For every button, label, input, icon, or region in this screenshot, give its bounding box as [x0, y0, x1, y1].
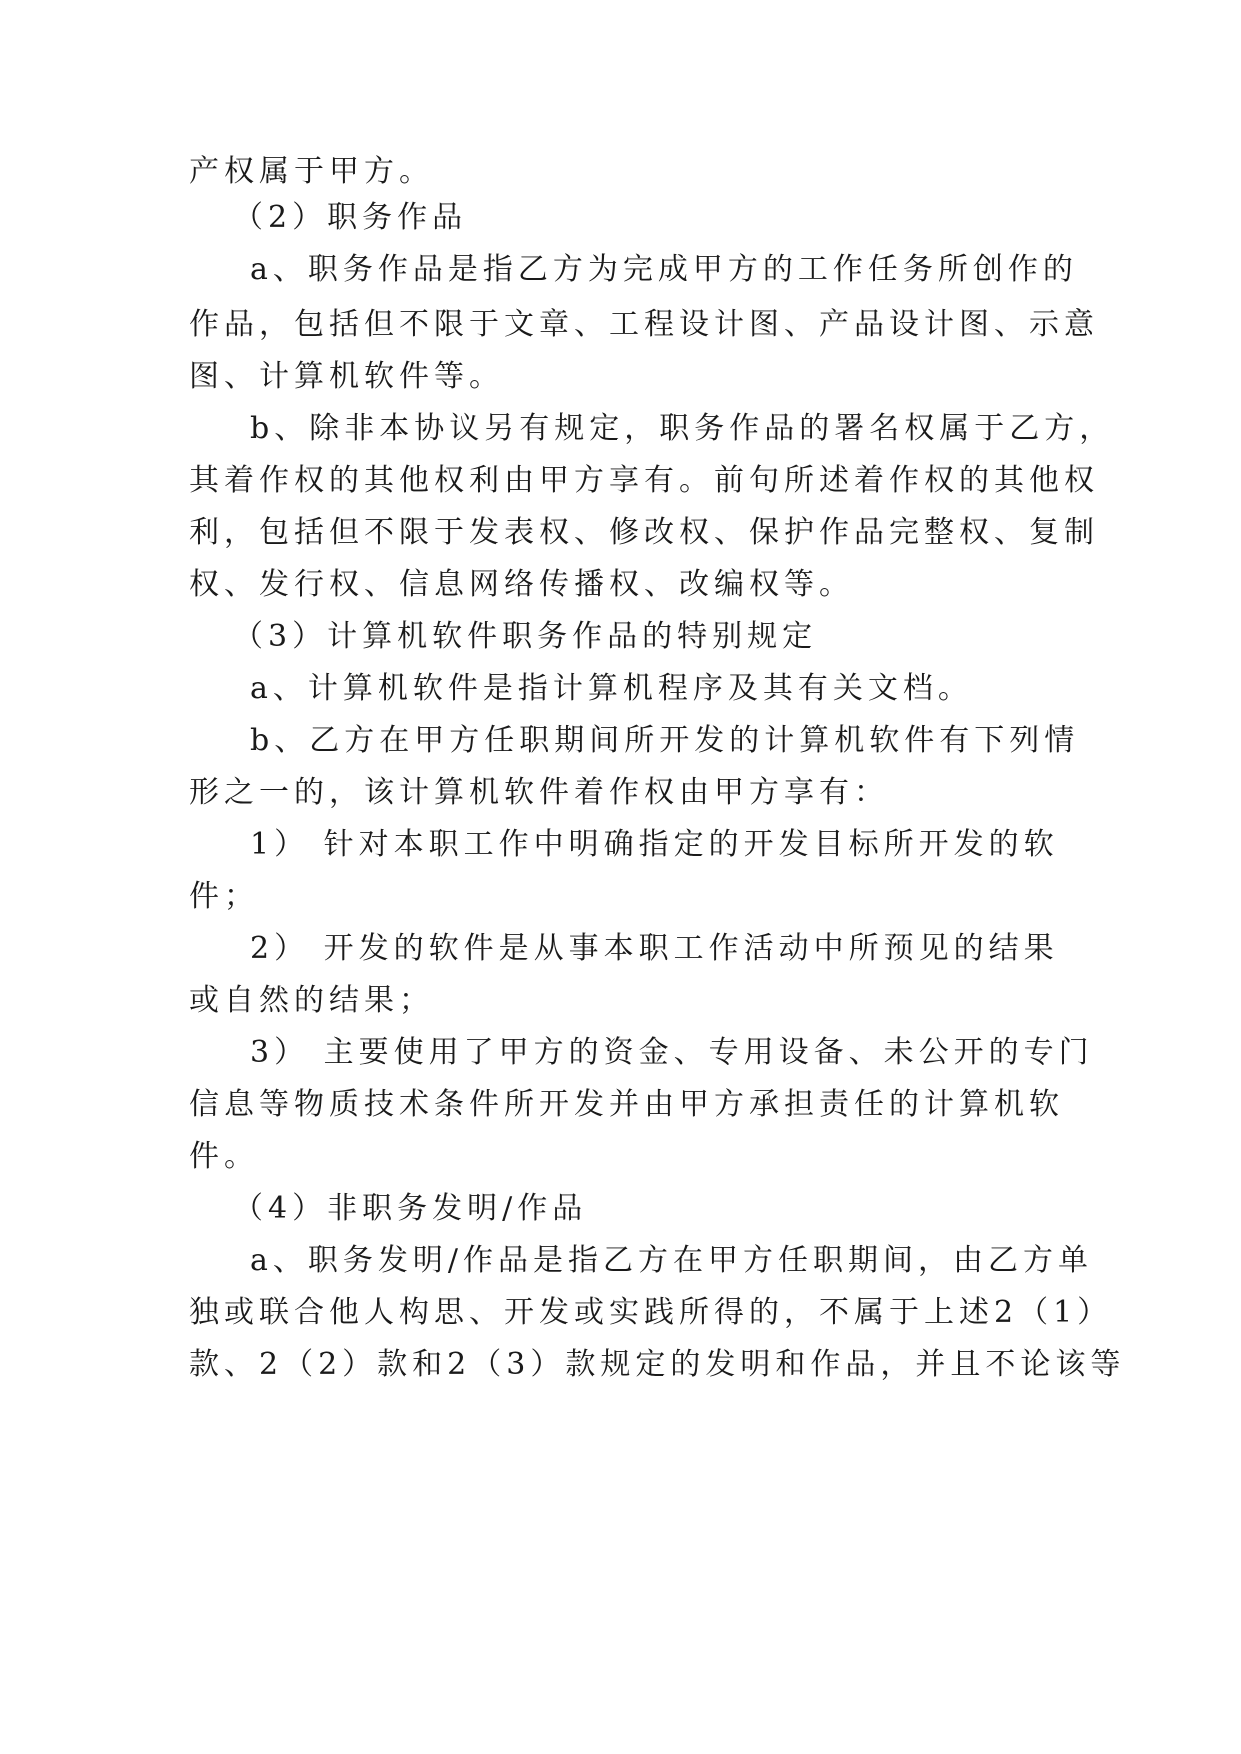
- text-line: 款、2（2）款和2（3）款规定的发明和作品，并且不论该等: [189, 1347, 1126, 1382]
- list-item: 3） 主要使用了甲方的资金、专用设备、未公开的专门: [250, 1035, 1094, 1070]
- text-line: 或自然的结果；: [189, 983, 434, 1018]
- text-line: 权、发行权、信息网络传播权、改编权等。: [189, 567, 854, 602]
- text-line: 形之一的，该计算机软件着作权由甲方享有：: [189, 775, 889, 810]
- text-line: 其着作权的其他权利由甲方享有。前句所述着作权的其他权: [189, 463, 1099, 498]
- section-heading: （4）非职务发明/作品: [233, 1191, 588, 1226]
- text-line: b、除非本协议另有规定，职务作品的署名权属于乙方，: [250, 411, 1115, 446]
- text-line: a、职务作品是指乙方为完成甲方的工作任务所创作的: [250, 252, 1078, 287]
- text-line: 件；: [189, 879, 259, 914]
- text-line: a、计算机软件是指计算机程序及其有关文档。: [250, 671, 973, 706]
- list-item: 2） 开发的软件是从事本职工作活动中所预见的结果: [250, 931, 1059, 966]
- text-line: 利，包括但不限于发表权、修改权、保护作品完整权、复制: [189, 515, 1099, 550]
- text-line: 图、计算机软件等。: [189, 359, 504, 394]
- section-heading: （2）职务作品: [233, 200, 468, 235]
- text-line: 独或联合他人构思、开发或实践所得的，不属于上述2（1）: [189, 1295, 1113, 1330]
- text-line: 件。: [189, 1139, 259, 1174]
- text-line: 产权属于甲方。: [189, 154, 434, 189]
- text-line: a、职务发明/作品是指乙方在甲方任职期间，由乙方单: [250, 1243, 1093, 1278]
- text-line: 作品，包括但不限于文章、工程设计图、产品设计图、示意: [189, 307, 1099, 342]
- text-line: b、乙方在甲方任职期间所开发的计算机软件有下列情: [250, 723, 1080, 758]
- list-item: 1） 针对本职工作中明确指定的开发目标所开发的软: [250, 827, 1059, 862]
- section-heading: （3）计算机软件职务作品的特别规定: [233, 619, 818, 654]
- text-line: 信息等物质技术条件所开发并由甲方承担责任的计算机软: [189, 1087, 1064, 1122]
